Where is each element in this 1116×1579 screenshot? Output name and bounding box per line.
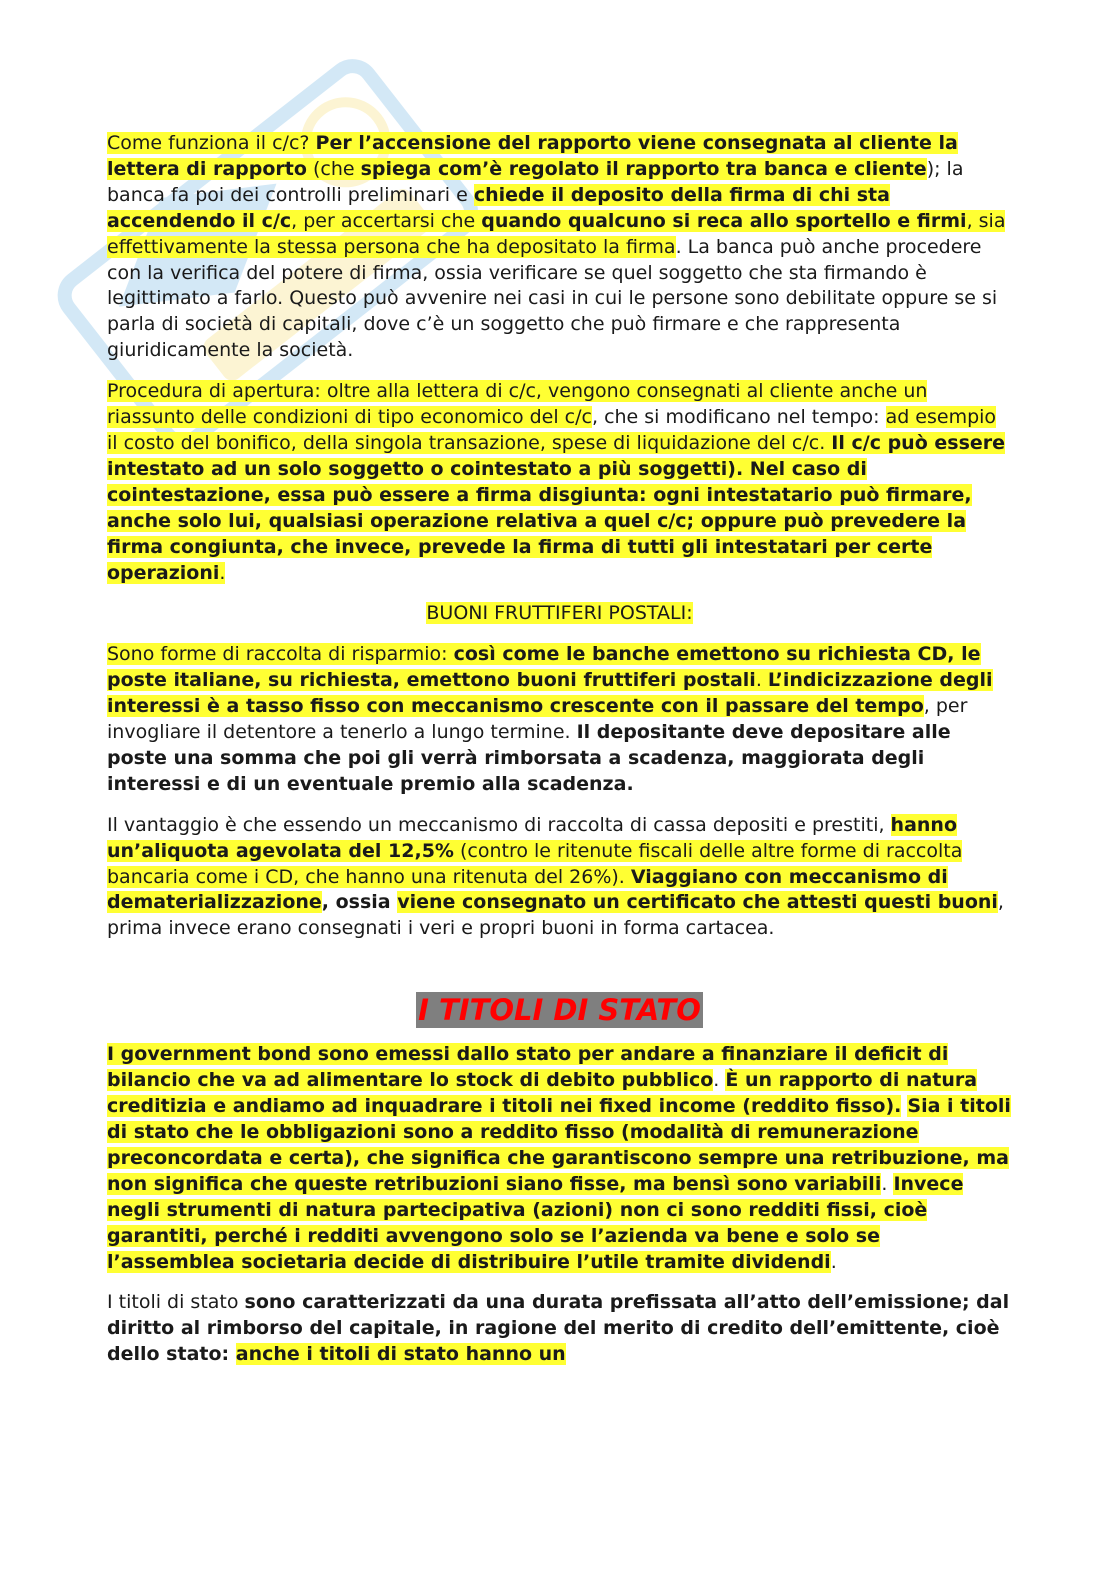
text-run: Il depositante deve depositare alle poste una somma che poi gli verrà rimborsata a scadenza, maggiorata degli interessi e di un eventuale premio alla scadenza. (107, 721, 951, 795)
text-run: Il c/c può essere intestato ad un solo soggetto o cointestato a più soggetti). Nel caso di cointestazione, essa può essere a firma disgiunta: ogni intestatario può firmare, anche solo lui, qualsiasi operazione relativa a quel c/c; oppure può prevedere la firma congiunta, che invece, prevede la firma di tutti gli intestatari per certe operazioni (107, 431, 1006, 584)
text-run: chiede il deposito della firma di chi sta accendendo il c/c (107, 183, 890, 232)
paragraph-conto-corrente (107, 131, 1012, 364)
text-run: Sia i titoli di stato che le obbligazioni sono a reddito fisso (modalità di remunerazione preconcordata e certa), che significa che garantiscono sempre una retribuzione, ma non significa che queste retribuzioni siano fisse, ma bensì sono variabili (107, 1095, 1011, 1195)
text-run: sono caratterizzati da una durata prefissata all’atto dell’emissione; dal diritto al rimborso del capitale, in ragione del merito di credito dell’emittente, cioè dello stato: (107, 1291, 1010, 1366)
text-run: Il vantaggio è che essendo un meccanismo di raccolta di cassa depositi e prestiti, (107, 813, 891, 836)
text-run: , sia effettivamente la stessa persona che ha depositato la firma (107, 209, 1006, 258)
paragraph-titoli-caratteristiche (107, 1290, 1012, 1368)
text-run: , prima invece erano consegnati i veri e propri buoni in forma cartacea. (107, 891, 1004, 940)
text-run: I government bond sono emessi dallo stato per andare a finanziare il deficit di bilancio che va ad alimentare lo stock di debito pubblico (107, 1043, 949, 1092)
text-run: , ossia (321, 891, 398, 914)
text-run: quando qualcuno si reca allo sportello e firmi (481, 209, 967, 232)
text-run: È un rapporto di natura creditizia e andiamo ad inquadrare i titoli nei fixed income (reddito fisso). (107, 1069, 978, 1118)
text-run: Come funziona il c/c? (107, 132, 316, 154)
text-run: hanno un’aliquota agevolata del 12,5% (107, 813, 958, 862)
text-run: . (713, 1069, 726, 1092)
text-run: , che si modificano nel tempo: (591, 406, 886, 429)
text-run: , per accertarsi che (291, 209, 482, 232)
section-heading-wrap (107, 992, 1012, 1028)
text-run: Procedura di apertura: oltre alla lettera di c/c, vengono consegnati al cliente anche un riassunto delle condizioni di tipo economico del c/c (107, 380, 928, 429)
text-run: così come le banche emettono su richiesta CD, le poste italiane, su richiesta, emettono buoni fruttiferi postali (107, 643, 981, 692)
paragraph-buoni-raccolta (107, 642, 1012, 797)
text-run: (che (306, 157, 361, 180)
text-run: . (881, 1172, 894, 1195)
text-run: . (755, 669, 768, 692)
subheading-buoni-fruttiferi (107, 601, 1012, 627)
text-run: anche i titoli di stato hanno un (235, 1343, 566, 1366)
text-run: L’indicizzazione degli interessi è a tasso fisso con meccanismo crescente con il passare del tempo (107, 669, 993, 718)
text-run: I titoli di stato (107, 1291, 245, 1314)
subheading-text: BUONI FRUTTIFERI POSTALI: (426, 602, 693, 625)
paragraph-government-bond (107, 1042, 1012, 1275)
text-run: . (219, 561, 226, 584)
text-run: Per l’accensione del rapporto viene consegnata al cliente la lettera di rapporto (107, 132, 958, 180)
paragraph-procedura-apertura (107, 379, 1012, 586)
text-run: viene consegnato un certificato che attesti questi buoni (397, 891, 998, 914)
paragraph-buoni-vantaggio (107, 813, 1012, 943)
text-run: . (830, 1250, 837, 1273)
document-body (107, 131, 1012, 1383)
text-run: Viaggiano con meccanismo di dematerializzazione (107, 865, 948, 914)
text-run: Sono forme di raccolta di risparmio: (107, 643, 454, 666)
text-run: , per invogliare il detentore a tenerlo a lungo termine. (107, 695, 968, 744)
text-run: spiega com’è regolato il rapporto tra banca e cliente (360, 157, 927, 180)
text-run: . La banca può anche procedere con la verifica del potere di firma, ossia verificare se quel soggetto che sta firmando è legittimato a farlo. Questo può avvenire nei casi in cui le persone sono debilitate oppure se si parla di società di capitali, dove c’è un soggetto che può firmare e che rappresenta giuridicamente la società. (107, 235, 998, 362)
text-run: ); la banca fa poi dei controlli preliminari e (107, 157, 964, 206)
text-run: Invece negli strumenti di natura partecipativa (azioni) non ci sono redditi fissi, cioè garantiti, perché i redditi avvengono solo se l’azienda va bene e solo se l’assemblea societaria decide di distribuire l’utile tramite dividendi (107, 1172, 964, 1273)
text-run: ad esempio il costo del bonifico, della singola transazione, spese di liquidazione del c/c. (107, 406, 997, 454)
text-run: (contro le ritenute fiscali delle altre forme di raccolta bancaria come i CD, che hanno una ritenuta del 26%). (107, 839, 963, 888)
section-heading: I TITOLI DI STATO (418, 993, 701, 1028)
